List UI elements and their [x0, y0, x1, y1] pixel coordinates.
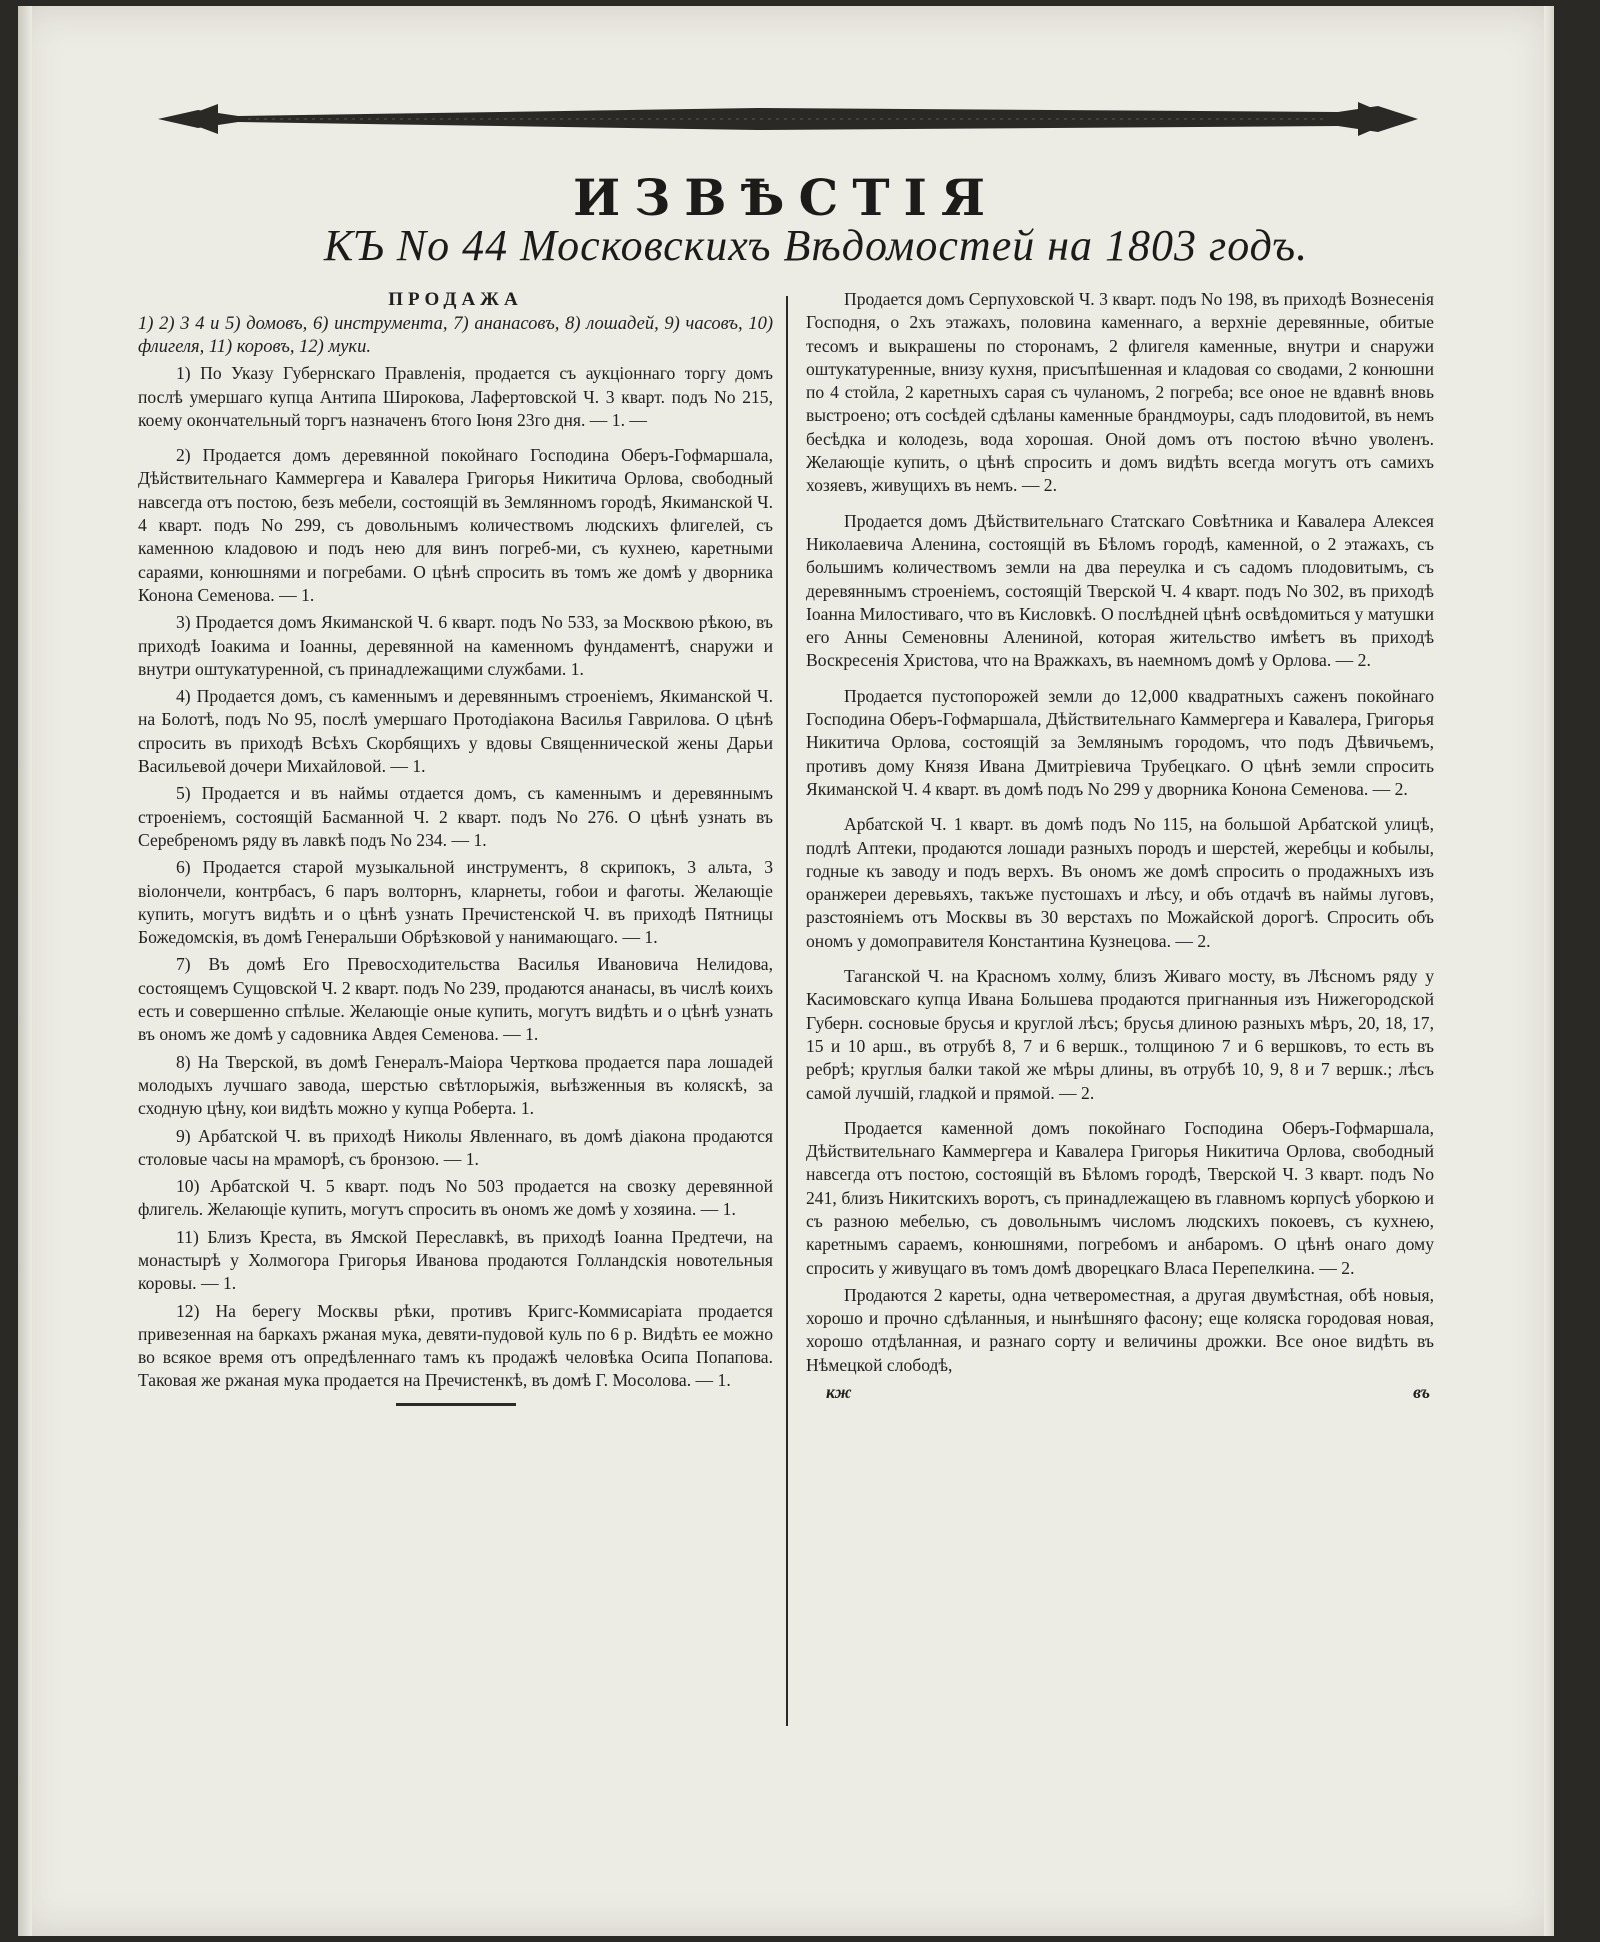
- right-column: [806, 288, 1434, 1404]
- page-edge: [1544, 6, 1554, 1936]
- page-title: ИЗВѢСТІЯ: [572, 168, 1000, 227]
- sale-index: 1) 2) 3 4 и 5) домовъ, 6) инструмента, 7) ананасовъ, 8) лошадей, 9) часовъ, 10) флигеля, 11) коровъ, 12) муки.: [138, 314, 773, 358]
- ad-left-4: 4) Продается домъ, съ каменнымъ и деревяннымъ строеніемъ, Якиманской Ч. на Болотѣ, подъ No 95, послѣ умершаго Протодіакона Василья Гаврилова. О цѣнѣ спросить въ приходѣ Всѣхъ Скорбящихъ у вдовы Священнической жены Дарьи Васильевой дочери Михайловой. — 1.: [138, 686, 773, 777]
- page-subtitle: КЪ No 44 Московскихъ Вѣдомостей на 1803 годъ.: [323, 221, 1309, 270]
- section-heading: ПРОДАЖА: [388, 289, 523, 310]
- catchword-line: [806, 1381, 1434, 1404]
- ad-left-5: 5) Продается и въ наймы отдается домъ, съ каменнымъ и деревяннымъ строеніемъ, состоящій Басманной Ч. 2 кварт. подъ No 276. О цѣнѣ узнать въ Серебреномъ ряду въ лавкѣ подъ No 234. — 1.: [138, 783, 773, 850]
- ad-left-7: 7) Въ домѣ Его Превосходительства Василья Ивановича Нелидова, состоящемъ Сущовской Ч. 2 кварт. подъ No 239, продаются ананасы, въ числѣ коихъ есть и совершенно спѣлые. Желающіе оные купить, могутъ видѣть и о цѣнѣ узнать въ ономъ же домѣ у садовника Авдея Семенова. — 1.: [138, 954, 773, 1045]
- ad-left-8: 8) На Тверской, въ домѣ Генералъ-Маіора Черткова продается пара лошадей молодыхъ лучшаго завода, шерстью свѣтлорыжія, выѣзженныя въ коляскѣ, за сходную цѣну, кои видѣть можно у купца Роберта. 1.: [138, 1051, 773, 1119]
- ad-left-6: 6) Продается старой музыкальной инструментъ, 8 скрипокъ, 3 альта, 3 віолончели, контрбасъ, 6 паръ волторнъ, кларнеты, гобои и фаготы. Желающіе купить, могутъ видѣть и о цѣнѣ узнать Пречистенской Ч. въ приходѣ Пятницы Божедомскія, въ домѣ Генеральши Обрѣзковой у нанимающаго. — 1.: [138, 857, 773, 948]
- catchword-left: кж: [826, 1382, 852, 1403]
- ad-left-9: 9) Арбатской Ч. въ приходѣ Николы Явленнаго, въ домѣ діакона продаются столовые часы на мраморѣ, съ бронзою. — 1.: [138, 1125, 773, 1169]
- column-divider: [786, 296, 788, 1726]
- ad-left-10: 10) Арбатской Ч. 5 кварт. подъ No 503 продается на свозку деревянной флигель. Желающіе купить, могутъ спросить въ ономъ же домѣ у хозяина. — 1.: [138, 1176, 773, 1220]
- ad-left-1: 1) По Указу Губернскаго Правленія, продается съ аукціоннаго торгу домъ послѣ умершаго купца Антипа Широкова, Лафертовской Ч. 3 кварт. подъ No 215, коему окончательный торгъ назначенъ 6того Іюня 23го дня. — 1. —: [138, 363, 773, 430]
- ad-right-1: Продается домъ Серпуховской Ч. 3 кварт. подъ No 198, въ приходѣ Вознесенія Господня, о 2хъ этажахъ, половина каменнаго, а верхніе деревянные, обитые тесомъ и выкрашены по сторонамъ, 2 флигеля каменные, внутри и снаружи оштукатуренные, внизу кухня, присъпѣшенная и кладовая со сводами, 2 конюшни по 4 стойла, 2 каретныхъ сарая съ чуланомъ, 2 погреба; все оное не вдавнѣ вновь выстроено; отъ сосѣдей сдѣланы каменные брандмоуры, садъ плодовитой, въ немъ бесѣдка и колодезь, вода хорошая. Оной домъ отъ постою вѣчно уволенъ. Желающіе купить, о цѣнѣ спросить и домъ видѣть всегда могутъ отъ самихъ хозяевъ, живущихъ въ немъ. — 2.: [806, 289, 1434, 496]
- ad-right-6: Продается каменной домъ покойнаго Господина Оберъ-Гофмаршала, Дѣйствительнаго Каммергера и Кавалера Григорья Никитича Орлова, свободный навсегда отъ постою, состоящій въ Бѣломъ городѣ, Тверской Ч. 3 кварт. подъ No 241, близъ Никитскихъ воротъ, съ принадлежащею въ главномъ корпусѣ уборкою и съ разною мебелью, съ довольнымъ числомъ людскихъ покоевъ, съ кухнею, каретнымъ сараемъ, конюшнями, погребомъ и анбаромъ. О цѣнѣ онаго дому спросить у живущаго въ томъ домѣ дворецкаго Власа Перепелкина. — 2.: [806, 1117, 1434, 1278]
- ad-right-7: Продаются 2 кареты, одна четвероместная, а другая двумѣстная, обѣ новыя, хорошо и прочно сдѣланныя, и нынѣшняго фасону; еще коляска городовая новая, хорошо отдѣланная, и разнаго сорту и величины дрожки. Все оное видѣть въ Нѣмецкой слободѣ,: [806, 1284, 1434, 1375]
- header-ornament-rule: [158, 98, 1418, 140]
- ad-right-3: Продается пустопорожей земли до 12,000 квадратныхъ саженъ покойнаго Господина Оберъ-Гофмаршала, Дѣйствительнаго Каммергера и Кавалера, Григорья Никитича Орлова, состоящій за Землянымъ городомъ, что подъ Дѣвичьемъ, противъ дому Князя Ивана Дмитріевича Трубецкаго. О цѣнѣ земли спросить Якиманской Ч. 4 кварт. въ домѣ подъ No 299 у дворника Конона Семенова. — 2.: [806, 685, 1434, 799]
- ad-left-11: 11) Близъ Креста, въ Ямской Переславкѣ, въ приходѣ Іоанна Предтечи, на монастырѣ у Холмогора Григорья Иванова продаются Голландскія новотельныя коровы. — 1.: [138, 1226, 773, 1294]
- ad-left-12: 12) На берегу Москвы рѣки, противъ Кригс-Коммисаріата продается привезенная на баркахъ ржаная мука, девяти-пудовой куль по 6 р. Видѣть ее можно во всякое время отъ опредѣленнаго тамъ къ продажѣ человѣка Осипа Попапова. Таковая же ржаная мука продается на Пречистенкѣ, въ домѣ Г. Мосолова. — 1.: [138, 1300, 773, 1391]
- left-column: [138, 288, 773, 1406]
- ad-left-3: 3) Продается домъ Якиманской Ч. 6 кварт. подъ No 533, за Москвою рѣкою, въ приходѣ Іоакима и Іоанны, деревянной на каменномъ фундаментѣ, снаружи и внутри оштукатуренной, съ принадлежащими службами. 1.: [138, 612, 773, 679]
- ad-right-2: Продается домъ Дѣйствительнаго Статскаго Совѣтника и Кавалера Алексея Николаевича Аленина, состоящій въ Бѣломъ городѣ, каменной, о 2 этажахъ, съ большимъ количествомъ земли на два переулка и съ садомъ плодовитымъ, съ деревяннымъ строеніемъ, состоящій Тверской Ч. 4 кварт. подъ No 302, въ приходѣ Іоанна Милостиваго, что въ Кисловкѣ. О послѣдней цѣнѣ освѣдомиться у матушки его Анны Семеновны Алениной, которая жительство имѣетъ въ приходѣ Воскресенія Христова, что на Вражкахъ, въ наемномъ домѣ у Орлова. — 2.: [806, 510, 1434, 671]
- ad-right-5: Таганской Ч. на Красномъ холму, близъ Живаго мосту, въ Лѣсномъ ряду у Касимовскаго купца Ивана Большева продаются пригнанныя изъ Нижегородской Губерн. сосновые брусья и круглой лѣсъ; брусья длиною разныхъ мѣръ, 20, 18, 17, 15 и 10 арш., въ отрубѣ 8, 7 и 6 вершк., толщиною 7 и 6 вершковъ, то есть въ ребрѣ; круглыя балки такой же мѣры длины, въ отрубѣ 10, 9, 8 и 7 вершк.; лѣсъ самой лучшій, гладкой и прямой. — 2.: [806, 966, 1434, 1103]
- newspaper-page: [18, 6, 1554, 1936]
- catchword-right: въ: [1413, 1382, 1430, 1403]
- end-rule: [396, 1403, 516, 1406]
- ad-right-4: Арбатской Ч. 1 кварт. въ домѣ подъ No 115, на большой Арбатской улицѣ, подлѣ Аптеки, продаются лошади разныхъ породъ и шерстей, жеребцы и кобылы, годные къ заводу и подъ верхъ. Въ ономъ же домѣ спросить о продажныхъ изъ оранжереи деревьяхъ, такъже пустошахъ и лѣсу, и объ отдачѣ въ наймы луговъ, разстояніемъ отъ Москвы въ 30 верстахъ по Можайской дорогѣ. Спросить объ ономъ у домоправителя Константина Кузнецова. — 2.: [806, 814, 1434, 951]
- ad-left-2: 2) Продается домъ деревянной покойнаго Господина Оберъ-Гофмаршала, Дѣйствительнаго Каммергера и Кавалера Григорья Никитича Орлова, свободный навсегда отъ постою, безъ мебели, состоящій въ Землянномъ городѣ, Якиманской Ч. 4 кварт. подъ No 299, съ довольнымъ количествомъ людскихъ флигелей, съ каменною кладовою и подъ нею для винъ погреб-ми, съ кухнею, каретными сараями, конюшнями и погребами. О цѣнѣ спросить въ томъ же домѣ у дворника Конона Семенова. — 1.: [138, 445, 773, 605]
